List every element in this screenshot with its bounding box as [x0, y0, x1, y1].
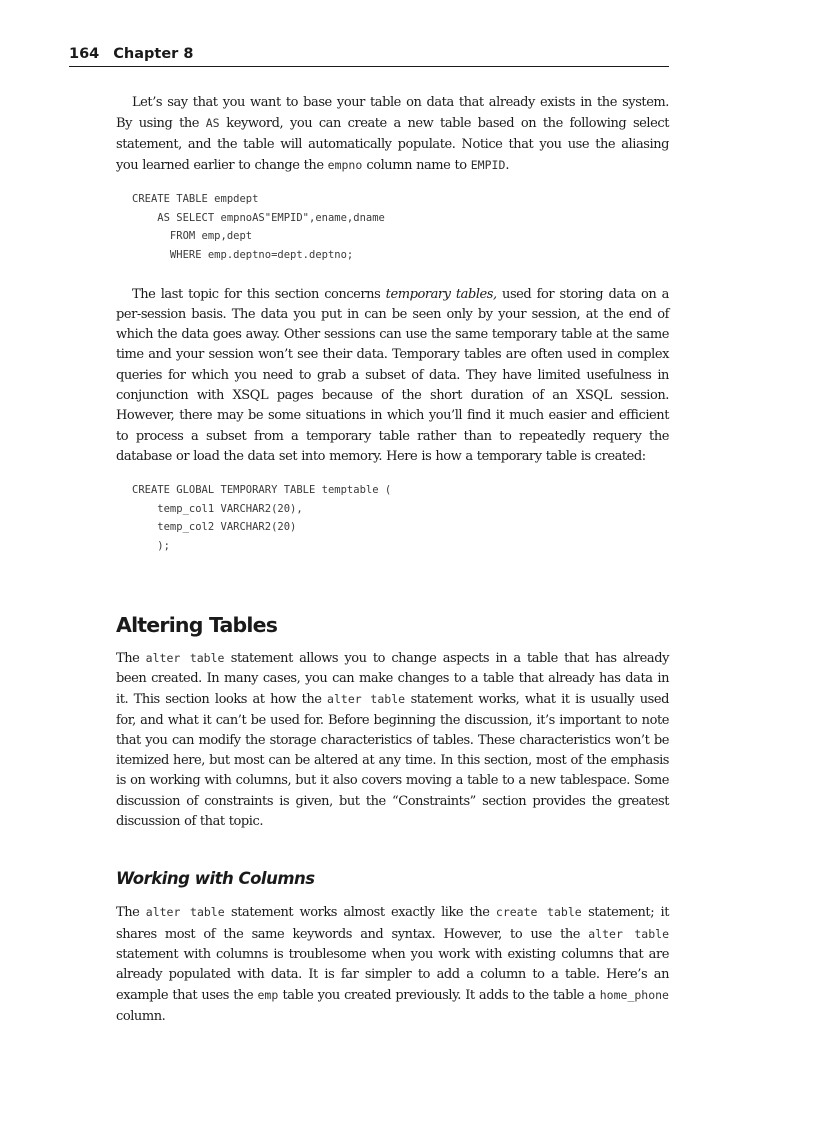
- code-line: FROM emp,dept: [132, 230, 253, 243]
- section-heading-altering-tables: Altering Tables: [116, 612, 278, 637]
- code-line: );: [132, 540, 170, 553]
- inline-code: AS: [205, 116, 220, 131]
- code-line: temp_col2 VARCHAR2(20): [132, 521, 297, 534]
- paragraph-alter-table: [116, 648, 669, 833]
- code-line: WHERE emp.deptno=dept.deptno;: [132, 248, 354, 261]
- paragraph-text: table you created previously. It adds to the table a: [278, 988, 600, 1004]
- inline-code: empno: [327, 157, 363, 172]
- paragraph-text: statement works almost exactly like the: [224, 905, 496, 921]
- paragraph-temporary-tables: [116, 285, 669, 468]
- paragraph-text: The: [116, 650, 146, 666]
- inline-code: EMPID: [470, 157, 506, 172]
- running-header: [69, 44, 669, 67]
- paragraph-text: used for storing data on a per-session basis. The data you put in can be seen only by your session, at the end of which the data goes away. Other sessions can use the same temporary table at the same time and your session won’t see their data. Temporary tables are often used in complex queries for which you need to grab a subset of data. They have limited usefulness in conjunction with XSQL pages because of the short duration of an XSQL session. However, there may be some situations in which you’ll find it much easier and efficient to process a subset from a temporary table rather than to repeatedly requery the database or load the data set into memory. Here is how a temporary table is created:: [116, 286, 669, 464]
- inline-code: alter table: [588, 926, 669, 941]
- inline-code: emp: [257, 988, 279, 1003]
- paragraph-text: statement allows you to change aspects in a table that has already been created. In many cases, you can make changes to a table that already has data in it. This section looks at how the: [116, 650, 669, 708]
- paragraph-text: statement with columns is troublesome when you work with existing columns that are already populated with data. It is far simpler to add a column to a table. Here’s an example that uses the: [116, 946, 669, 1004]
- inline-code: alter table: [145, 650, 225, 665]
- paragraph-text: column.: [116, 1008, 166, 1024]
- page-number: 164: [69, 46, 100, 62]
- page-body: [116, 93, 669, 1027]
- code-line: AS SELECT empnoAS"EMPID",ename,dname: [132, 211, 385, 224]
- code-line: CREATE GLOBAL TEMPORARY TABLE temptable (: [132, 484, 392, 497]
- code-block-create-empdept: [132, 190, 669, 264]
- paragraph-text: .: [505, 157, 510, 173]
- paragraph-create-table-as-select: [116, 93, 669, 176]
- paragraph-text: keyword, you can create a new table based on the following select statement, and the table will automatically populate. Notice that you use the aliasing you learned earlier to change the: [116, 116, 669, 173]
- paragraph-working-with-columns: [116, 902, 669, 1027]
- inline-code: create table: [495, 905, 582, 920]
- inline-code: home_phone: [599, 988, 669, 1003]
- paragraph-text: statement works, what it is usually used for, and what it can’t be used for. Before beginning the discussion, it’s important to note that you can modify the storage characteristics of tables. These characteristics won’t be itemized here, but most can be altered at any time. In this section, most of the emphasis is on working with columns, but it also covers moving a table to a new tablespace. Some discussion of constraints is given, but the “Constraints” section provides the greatest discussion of that topic.: [116, 692, 669, 829]
- code-line: CREATE TABLE empdept: [132, 193, 259, 206]
- chapter-label: Chapter 8: [113, 46, 194, 62]
- subsection-heading-working-with-columns: Working with Columns: [116, 869, 315, 889]
- code-block-create-temptable: [132, 481, 669, 555]
- paragraph-text: The: [116, 905, 146, 921]
- paragraph-text: The last topic for this section concerns: [132, 286, 386, 302]
- paragraph-text: Let’s say that you want to base your table on data that already exists in the system. By using the: [116, 95, 669, 132]
- paragraph-text: statement; it shares most of the same keywords and syntax. However, to use the: [116, 905, 670, 942]
- emphasis-term: temporary tables,: [385, 286, 497, 302]
- code-line: temp_col1 VARCHAR2(20),: [132, 502, 303, 515]
- inline-code: alter table: [145, 905, 225, 920]
- inline-code: alter table: [327, 692, 406, 707]
- paragraph-text: column name to: [362, 157, 471, 173]
